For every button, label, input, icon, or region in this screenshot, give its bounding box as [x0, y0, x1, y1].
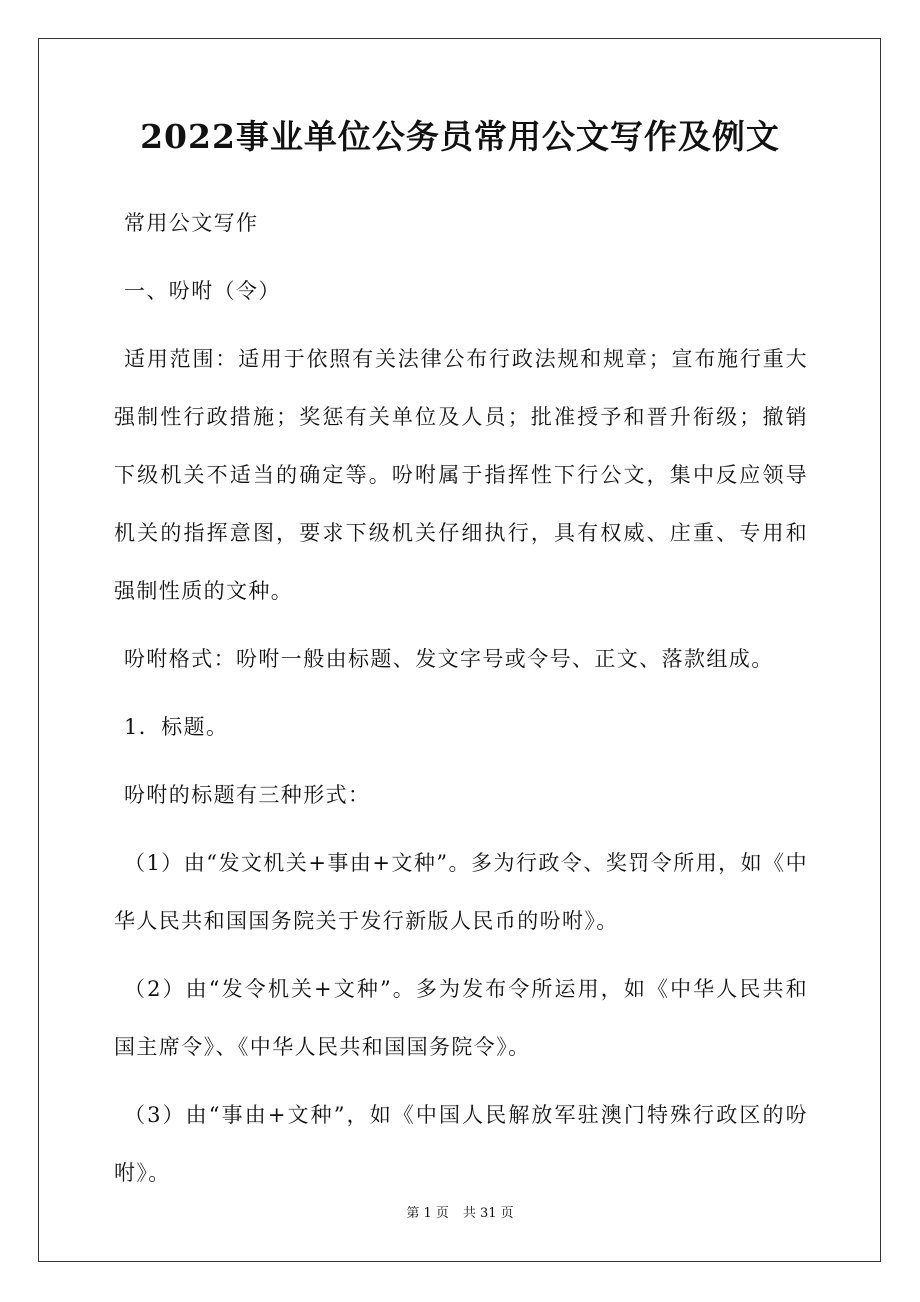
paragraph: 一、吩咐（令） — [124, 279, 281, 303]
paragraph: 适用范围：适用于依照有关法律公布行政法规和规章；宣布施行重大强制性行政措施；奖惩有关单位及人员；批准授予和晋升衔级；撤销下级机关不适当的确定等。吩咐属于指挥性下行公文，集中反应领导机关的指挥意图，要求下级机关仔细执行，具有权威、庄重、专用和强制性质的文种。 — [114, 347, 808, 603]
page-footer — [0, 1204, 920, 1224]
paragraph: 常用公文写作 — [124, 211, 259, 235]
document-body — [114, 194, 808, 1212]
paragraph: （2）由“发令机关+文种”。多为发布令所运用，如《中华人民共和国主席令》、《中华人民共和国国务院令》。 — [114, 977, 808, 1059]
page-total: 共 31 页 — [462, 1206, 514, 1221]
paragraph: （3）由“事由+文种”，如《中国人民解放军驻澳门特殊行政区的吩咐》。 — [114, 1103, 808, 1185]
page-number: 第 1 页 — [406, 1206, 449, 1221]
document-title: 2022事业单位公务员常用公文写作及例文 — [140, 117, 780, 156]
paragraph: （1）由“发文机关+事由+文种”。多为行政令、奖罚令所用，如《中华人民共和国国务院关于发行新版人民币的吩咐》。 — [114, 851, 808, 933]
paragraph: 吩咐的标题有三种形式： — [124, 783, 371, 807]
paragraph: 吩咐格式：吩咐一般由标题、发文字号或令号、正文、落款组成。 — [124, 647, 774, 671]
paragraph: 1．标题。 — [124, 715, 229, 739]
